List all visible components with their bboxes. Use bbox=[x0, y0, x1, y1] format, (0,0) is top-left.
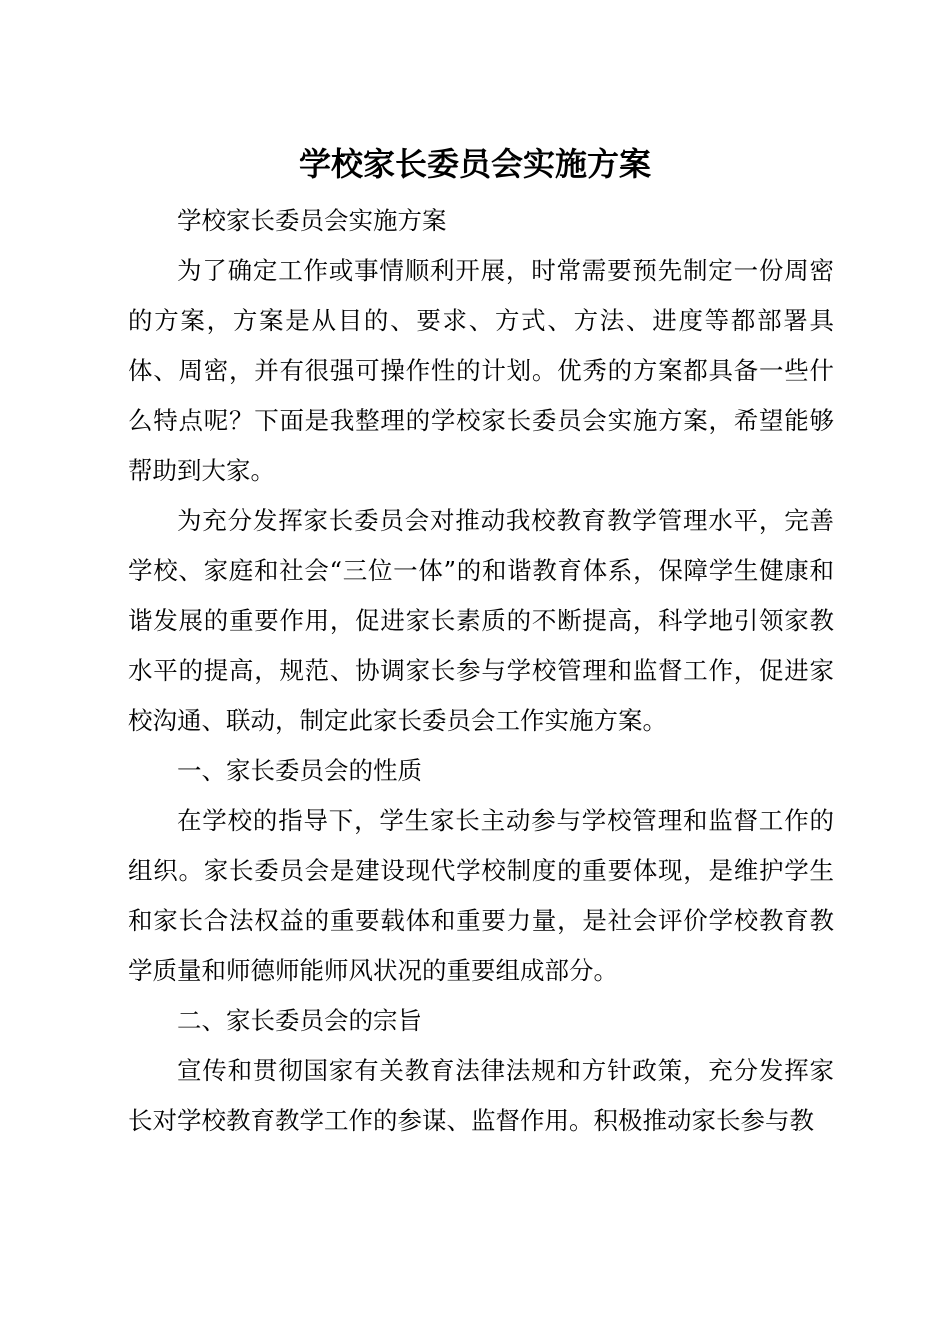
document-body bbox=[128, 196, 834, 1146]
nature-paragraph: 在学校的指导下，学生家长主动参与学校管理和监督工作的组织。家长委员会是建设现代学校制度的重要体现，是维护学生和家长合法权益的重要载体和重要力量，是社会评价学校教育教学质量和师德师能师风状况的重要组成部分。 bbox=[128, 806, 834, 985]
section-heading-purpose: 二、家长委员会的宗旨 bbox=[177, 1006, 422, 1035]
section-heading-nature: 一、家长委员会的性质 bbox=[177, 756, 422, 785]
document-title: 学校家长委员会实施方案 bbox=[298, 145, 651, 183]
subtitle-paragraph: 学校家长委员会实施方案 bbox=[177, 206, 447, 235]
intro-paragraph: 为了确定工作或事情顺利开展，时常需要预先制定一份周密的方案，方案是从目的、要求、方式、方法、进度等都部署具体、周密，并有很强可操作性的计划。优秀的方案都具备一些什么特点呢？下面是我整理的学校家长委员会实施方案，希望能够帮助到大家。 bbox=[128, 256, 834, 485]
purpose-detail-paragraph: 宣传和贯彻国家有关教育法律法规和方针政策，充分发挥家长对学校教育教学工作的参谋、监督作用。积极推动家长参与教 bbox=[128, 1056, 834, 1135]
purpose-paragraph: 为充分发挥家长委员会对推动我校教育教学管理水平，完善学校、家庭和社会“三位一体”的和谐教育体系，保障学生健康和谐发展的重要作用，促进家长素质的不断提高，科学地引领家教水平的提高，规范、协调家长参与学校管理和监督工作，促进家校沟通、联动，制定此家长委员会工作实施方案。 bbox=[128, 506, 834, 735]
